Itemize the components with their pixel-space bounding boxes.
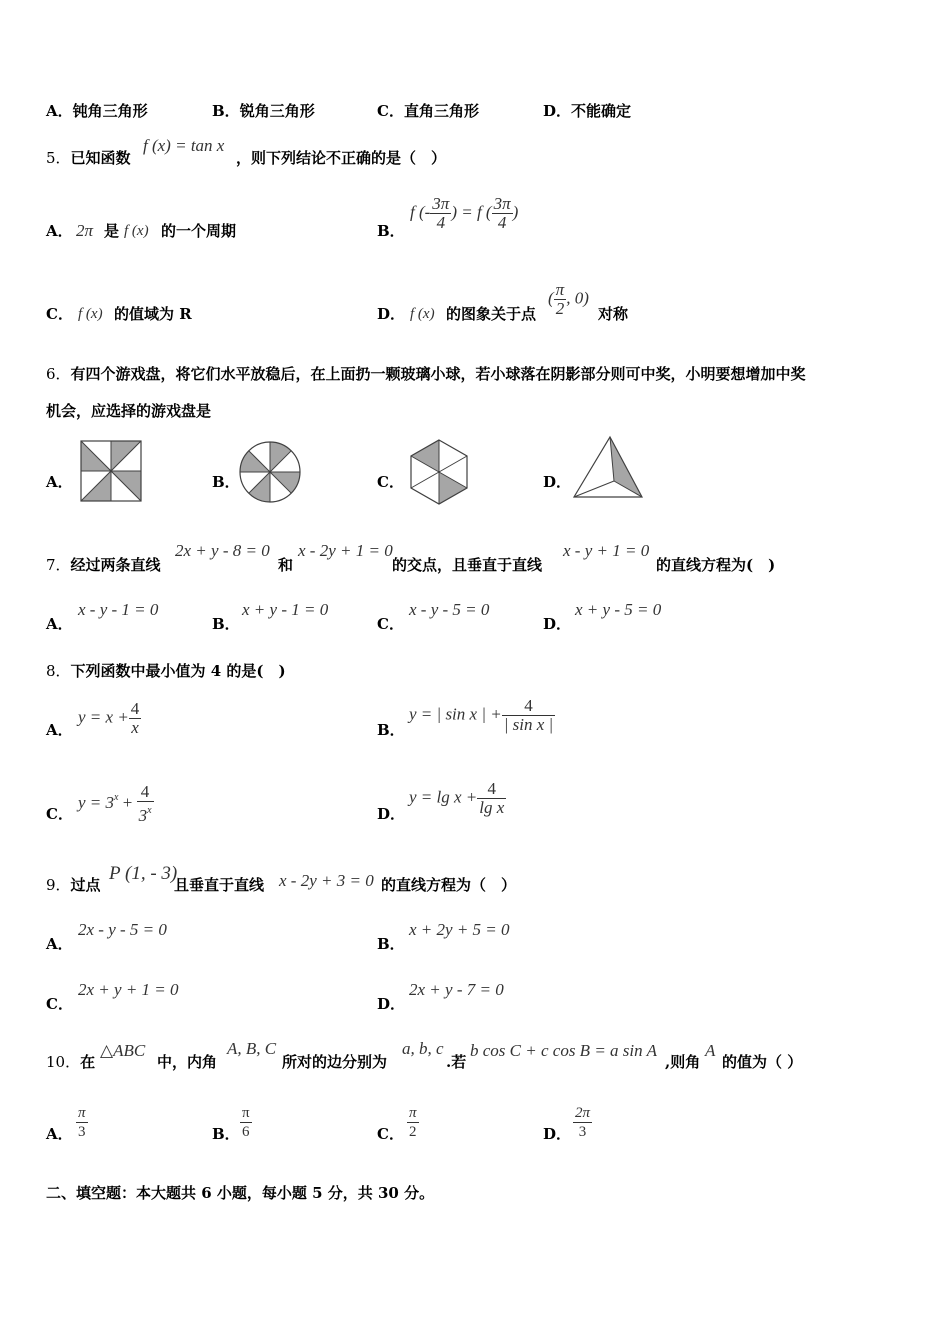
game-board-circle[interactable] bbox=[238, 440, 302, 504]
q4-option-a[interactable]: A．钝角三角形 bbox=[46, 102, 148, 120]
q10-option-c-letter[interactable]: C． bbox=[377, 1125, 404, 1143]
q9-option-b-letter[interactable]: B． bbox=[377, 935, 405, 953]
q10-t4: ,则角 bbox=[665, 1053, 701, 1071]
q7-line2: x - 2y + 1 = 0 bbox=[298, 541, 393, 560]
q7-option-d-letter[interactable]: D． bbox=[543, 615, 572, 633]
q4-option-c[interactable]: C．直角三角形 bbox=[377, 102, 479, 120]
q4-option-d[interactable]: D．不能确定 bbox=[543, 102, 632, 120]
q10-option-d-letter[interactable]: D． bbox=[543, 1125, 572, 1143]
q9-line: x - 2y + 3 = 0 bbox=[279, 871, 374, 890]
q8-stem: 8．下列函数中最小值为 4 的是( ) bbox=[46, 662, 286, 680]
game-board-square[interactable] bbox=[80, 440, 142, 502]
q6-stem-line1: 6．有四个游戏盘，将它们水平放稳后，在上面扔一颗玻璃小球，若小球落在阴影部分则可中奖，小明要想增加中奖 bbox=[46, 365, 806, 383]
q6-stem-line2: 机会，应选择的游戏盘是 bbox=[46, 402, 212, 420]
q10-angle-a: A bbox=[705, 1041, 716, 1060]
q7-line1: 2x + y - 8 = 0 bbox=[175, 541, 270, 560]
q6-option-b-letter[interactable]: B． bbox=[212, 473, 240, 491]
q7-stem: 7．经过两条直线 bbox=[46, 556, 161, 574]
q9-mid: 且垂直于直线 bbox=[174, 876, 265, 894]
q10-option-a-letter[interactable]: A． bbox=[46, 1125, 73, 1143]
q7-option-b-letter[interactable]: B． bbox=[212, 615, 240, 633]
q7-option-c-expr: x - y - 5 = 0 bbox=[409, 600, 490, 619]
q5-option-a-expr2: f (x) bbox=[124, 223, 149, 239]
q9-option-c-letter[interactable]: C． bbox=[46, 995, 73, 1013]
q10-option-d-expr: $\frac{2\pi}{3}$ bbox=[575, 1105, 591, 1140]
q7-and: 和 bbox=[278, 556, 294, 574]
q4-option-b[interactable]: B．锐角三角形 bbox=[212, 102, 315, 120]
q9-option-a-letter[interactable]: A． bbox=[46, 935, 73, 953]
q5-stem: 5．已知函数 bbox=[46, 149, 131, 167]
q8-option-b-letter[interactable]: B． bbox=[377, 721, 405, 739]
q10-angles: A, B, C bbox=[227, 1039, 277, 1058]
q5-option-a-text: 的一个周期 bbox=[161, 222, 237, 240]
q8-option-d-letter[interactable]: D． bbox=[377, 805, 406, 823]
game-board-hexagon[interactable] bbox=[409, 439, 469, 505]
q5-option-c-text: 的值域为 R bbox=[114, 305, 192, 323]
q7-mid: 的交点，且垂直于直线 bbox=[392, 556, 543, 574]
q6-option-d-letter[interactable]: D． bbox=[543, 473, 572, 491]
q9-point: P (1, - 3) bbox=[109, 863, 178, 884]
q5-option-b-letter[interactable]: B． bbox=[377, 222, 405, 240]
q8-option-c-letter[interactable]: C． bbox=[46, 805, 73, 823]
q9-tail: 的直线方程为（ ） bbox=[381, 876, 517, 894]
q5-option-d-letter[interactable]: D． bbox=[377, 305, 406, 323]
q5-stem-tail: ，则下列结论不正确的是（ ） bbox=[236, 149, 447, 167]
q5-option-b-expr: f (- $\frac{3\pi}{4}$ ) = f ( $\frac{3\pi}{4}$ ) bbox=[410, 194, 519, 232]
q10-option-b-expr: $\frac{\pi}{6}$ bbox=[242, 1105, 250, 1140]
q9-option-d-expr: 2x + y - 7 = 0 bbox=[409, 980, 504, 999]
q5-option-d-text: 对称 bbox=[598, 305, 629, 323]
q10-t3: .若 bbox=[446, 1053, 467, 1071]
q10-condition: b cos C + c cos B = a sin A bbox=[470, 1041, 657, 1060]
q5-option-a-mid: 是 bbox=[104, 222, 120, 240]
q7-tail: 的直线方程为( ) bbox=[656, 556, 776, 574]
q8-option-c-expr: $y = 3^x$ + $\frac{4}{3^x}$ bbox=[78, 782, 152, 825]
q10-t1: 中，内角 bbox=[157, 1053, 218, 1071]
q7-line3: x - y + 1 = 0 bbox=[563, 541, 650, 560]
q5-option-d-expr: f (x) bbox=[410, 306, 435, 322]
q5-expr: f (x) = tan x bbox=[143, 136, 225, 155]
q10-t2: 所对的边分别为 bbox=[282, 1053, 388, 1071]
q8-option-a-letter[interactable]: A． bbox=[46, 721, 73, 739]
q9-option-d-letter[interactable]: D． bbox=[377, 995, 406, 1013]
q10-sides: a, b, c bbox=[402, 1039, 444, 1058]
game-board-triangle[interactable] bbox=[572, 435, 644, 499]
q8-option-b-expr: y = | sin x | + $\frac{4}{\text{| sin x |}}$ bbox=[409, 696, 554, 734]
q6-option-c-letter[interactable]: C． bbox=[377, 473, 404, 491]
q5-option-a-expr: 2π bbox=[76, 221, 94, 240]
q9-option-a-expr: 2x - y - 5 = 0 bbox=[78, 920, 167, 939]
q5-option-c-expr: f (x) bbox=[78, 306, 103, 322]
q10-triangle: △ABC bbox=[100, 1041, 146, 1060]
q9-option-c-expr: 2x + y + 1 = 0 bbox=[78, 980, 179, 999]
q7-option-d-expr: x + y - 5 = 0 bbox=[575, 600, 662, 619]
q10-option-b-letter[interactable]: B． bbox=[212, 1125, 240, 1143]
q6-option-a-letter[interactable]: A． bbox=[46, 473, 73, 491]
q10-option-a-expr: $\frac{\pi}{3}$ bbox=[78, 1105, 86, 1140]
q7-option-b-expr: x + y - 1 = 0 bbox=[242, 600, 329, 619]
q9-stem: 9．过点 bbox=[46, 876, 101, 894]
q8-option-d-expr: y = lg x + $\frac{4}{\text{lg x}}$ bbox=[409, 779, 505, 817]
q7-option-a-letter[interactable]: A． bbox=[46, 615, 73, 633]
q10-stem: 10．在 bbox=[46, 1053, 96, 1071]
q5-option-d-point: ( $\frac{\pi}{2}$ , 0) bbox=[548, 280, 589, 318]
q5-option-a-letter[interactable]: A． bbox=[46, 222, 73, 240]
q9-option-b-expr: x + 2y + 5 = 0 bbox=[409, 920, 510, 939]
section-2-heading: 二、填空题：本大题共 6 小题，每小题 5 分，共 30 分。 bbox=[46, 1184, 435, 1202]
q10-t5: 的值为（ ） bbox=[722, 1053, 803, 1071]
q10-option-c-expr: $\frac{\pi}{2}$ bbox=[409, 1105, 417, 1140]
q5-option-c-letter[interactable]: C． bbox=[46, 305, 73, 323]
q8-option-a-expr: y = x + $\frac{4}{x}$ bbox=[78, 699, 140, 737]
q7-option-c-letter[interactable]: C． bbox=[377, 615, 404, 633]
q7-option-a-expr: x - y - 1 = 0 bbox=[78, 600, 159, 619]
q5-option-d-mid: 的图象关于点 bbox=[446, 305, 537, 323]
